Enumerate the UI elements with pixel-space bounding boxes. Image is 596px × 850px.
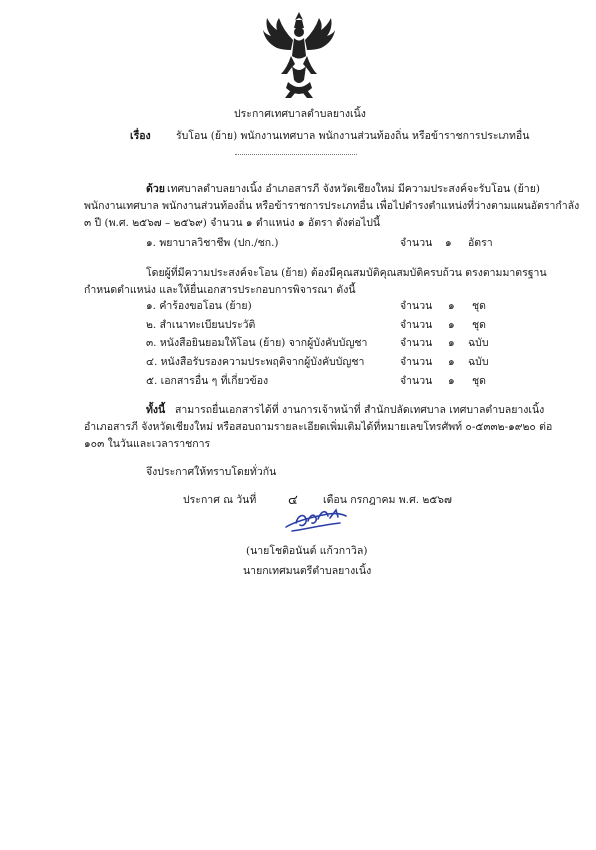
closing-text: จึงประกาศให้ทราบโดยทั่วกัน — [146, 466, 277, 478]
garuda-emblem — [262, 8, 336, 100]
requirements-line-1: โดยผู้ที่มีความประสงค์จะโอน (ย้าย) ต้องมีคุณสมบัติคุณสมบัติครบถ้วน ตรงตามมาตรฐาน — [146, 267, 547, 279]
document-label: ๒. สำเนาทะเบียนประวัติ — [146, 319, 256, 331]
document-label: ๕. เอกสารอื่น ๆ ที่เกี่ยวข้อง — [146, 375, 269, 387]
document-qty-label: จำนวน — [400, 337, 433, 349]
document-qty-label: จำนวน — [400, 319, 433, 331]
dateline-month: เดือน กรกฎาคม พ.ศ. ๒๕๖๗ — [323, 494, 452, 506]
intro-line-1: เทศบาลตำบลยางเนิ้ง อำเภอสารภี จังหวัดเชียงใหม่ มีความประสงค์จะรับโอน (ย้าย) — [167, 183, 540, 195]
document-qty-label: จำนวน — [400, 356, 433, 368]
intro-lead: ด้วย — [146, 183, 165, 195]
document-qty-label: จำนวน — [400, 300, 433, 312]
document-qty: ๑ — [448, 356, 455, 368]
dateline-day: ๔ — [288, 493, 298, 508]
announcement-title: ประกาศเทศบาลตำบลยางเนิ้ง — [234, 108, 366, 120]
document-qty: ๑ — [448, 337, 455, 349]
requirements-line-2: กำหนดตำแหน่ง และให้ยื่นเอกสารประกอบการพิจารณา ดังนี้ — [84, 284, 356, 296]
document-qty: ๑ — [448, 300, 455, 312]
document-unit: ชุด — [472, 375, 486, 387]
subject-text: รับโอน (ย้าย) พนักงานเทศบาล พนักงานส่วนท้องถิ่น หรือข้าราชการประเภทอื่น — [176, 130, 530, 142]
document-unit: ฉบับ — [468, 337, 489, 349]
submission-line-1: สามารถยื่นเอกสารได้ที่ งานการเจ้าหน้าที่ สำนักปลัดเทศบาล เทศบาลตำบลยางเนิ้ง — [175, 404, 545, 416]
subject-label: เรื่อง — [130, 130, 151, 142]
position-label: ๑. พยาบาลวิชาชีพ (ปก./ชก.) — [146, 237, 279, 249]
intro-line-2: พนักงานเทศบาล พนักงานส่วนท้องถิ่น หรือข้าราชการประเภทอื่น เพื่อไปดำรงตำแหน่งที่ว่างตามแผนอัตรากำลัง — [84, 200, 580, 212]
dateline-prefix: ประกาศ ณ วันที่ — [183, 494, 257, 506]
document-unit: ฉบับ — [468, 356, 489, 368]
position-qty: ๑ — [445, 237, 452, 249]
intro-line-3: ๓ ปี (พ.ศ. ๒๕๖๗ – ๒๕๖๙) จำนวน ๑ ตำแหน่ง ๑ อัตรา ดังต่อไปนี้ — [84, 217, 381, 229]
submission-line-2: อำเภอสารภี จังหวัดเชียงใหม่ หรือสอบถามรายละเอียดเพิ่มเติมได้ที่หมายเลขโทรศัพท์ ๐-๕๓๓๒-๑๙๒๐ ต่อ — [84, 421, 553, 433]
document-qty-label: จำนวน — [400, 375, 433, 387]
document-label: ๔. หนังสือรับรองความประพฤติจากผู้บังคับบัญชา — [146, 356, 365, 368]
document-qty: ๑ — [448, 319, 455, 331]
signature — [282, 505, 352, 535]
submission-line-3: ๑๐๓ ในวันและเวลาราชการ — [84, 438, 211, 450]
position-qty-label: จำนวน — [400, 237, 433, 249]
document-qty: ๑ — [448, 375, 455, 387]
document-unit: ชุด — [472, 319, 486, 331]
divider — [235, 154, 357, 155]
signatory-name: (นายโชติอนันต์ แก้วกาวิล) — [246, 545, 368, 557]
signatory-title: นายกเทศมนตรีตำบลยางเนิ้ง — [243, 565, 372, 577]
document-label: ๓. หนังสือยินยอมให้โอน (ย้าย) จากผู้บังคับบัญชา — [146, 337, 368, 349]
submission-lead: ทั้งนี้ — [146, 404, 166, 416]
position-unit: อัตรา — [468, 237, 493, 249]
document-label: ๑. คำร้องขอโอน (ย้าย) — [146, 300, 252, 312]
document-unit: ชุด — [472, 300, 486, 312]
